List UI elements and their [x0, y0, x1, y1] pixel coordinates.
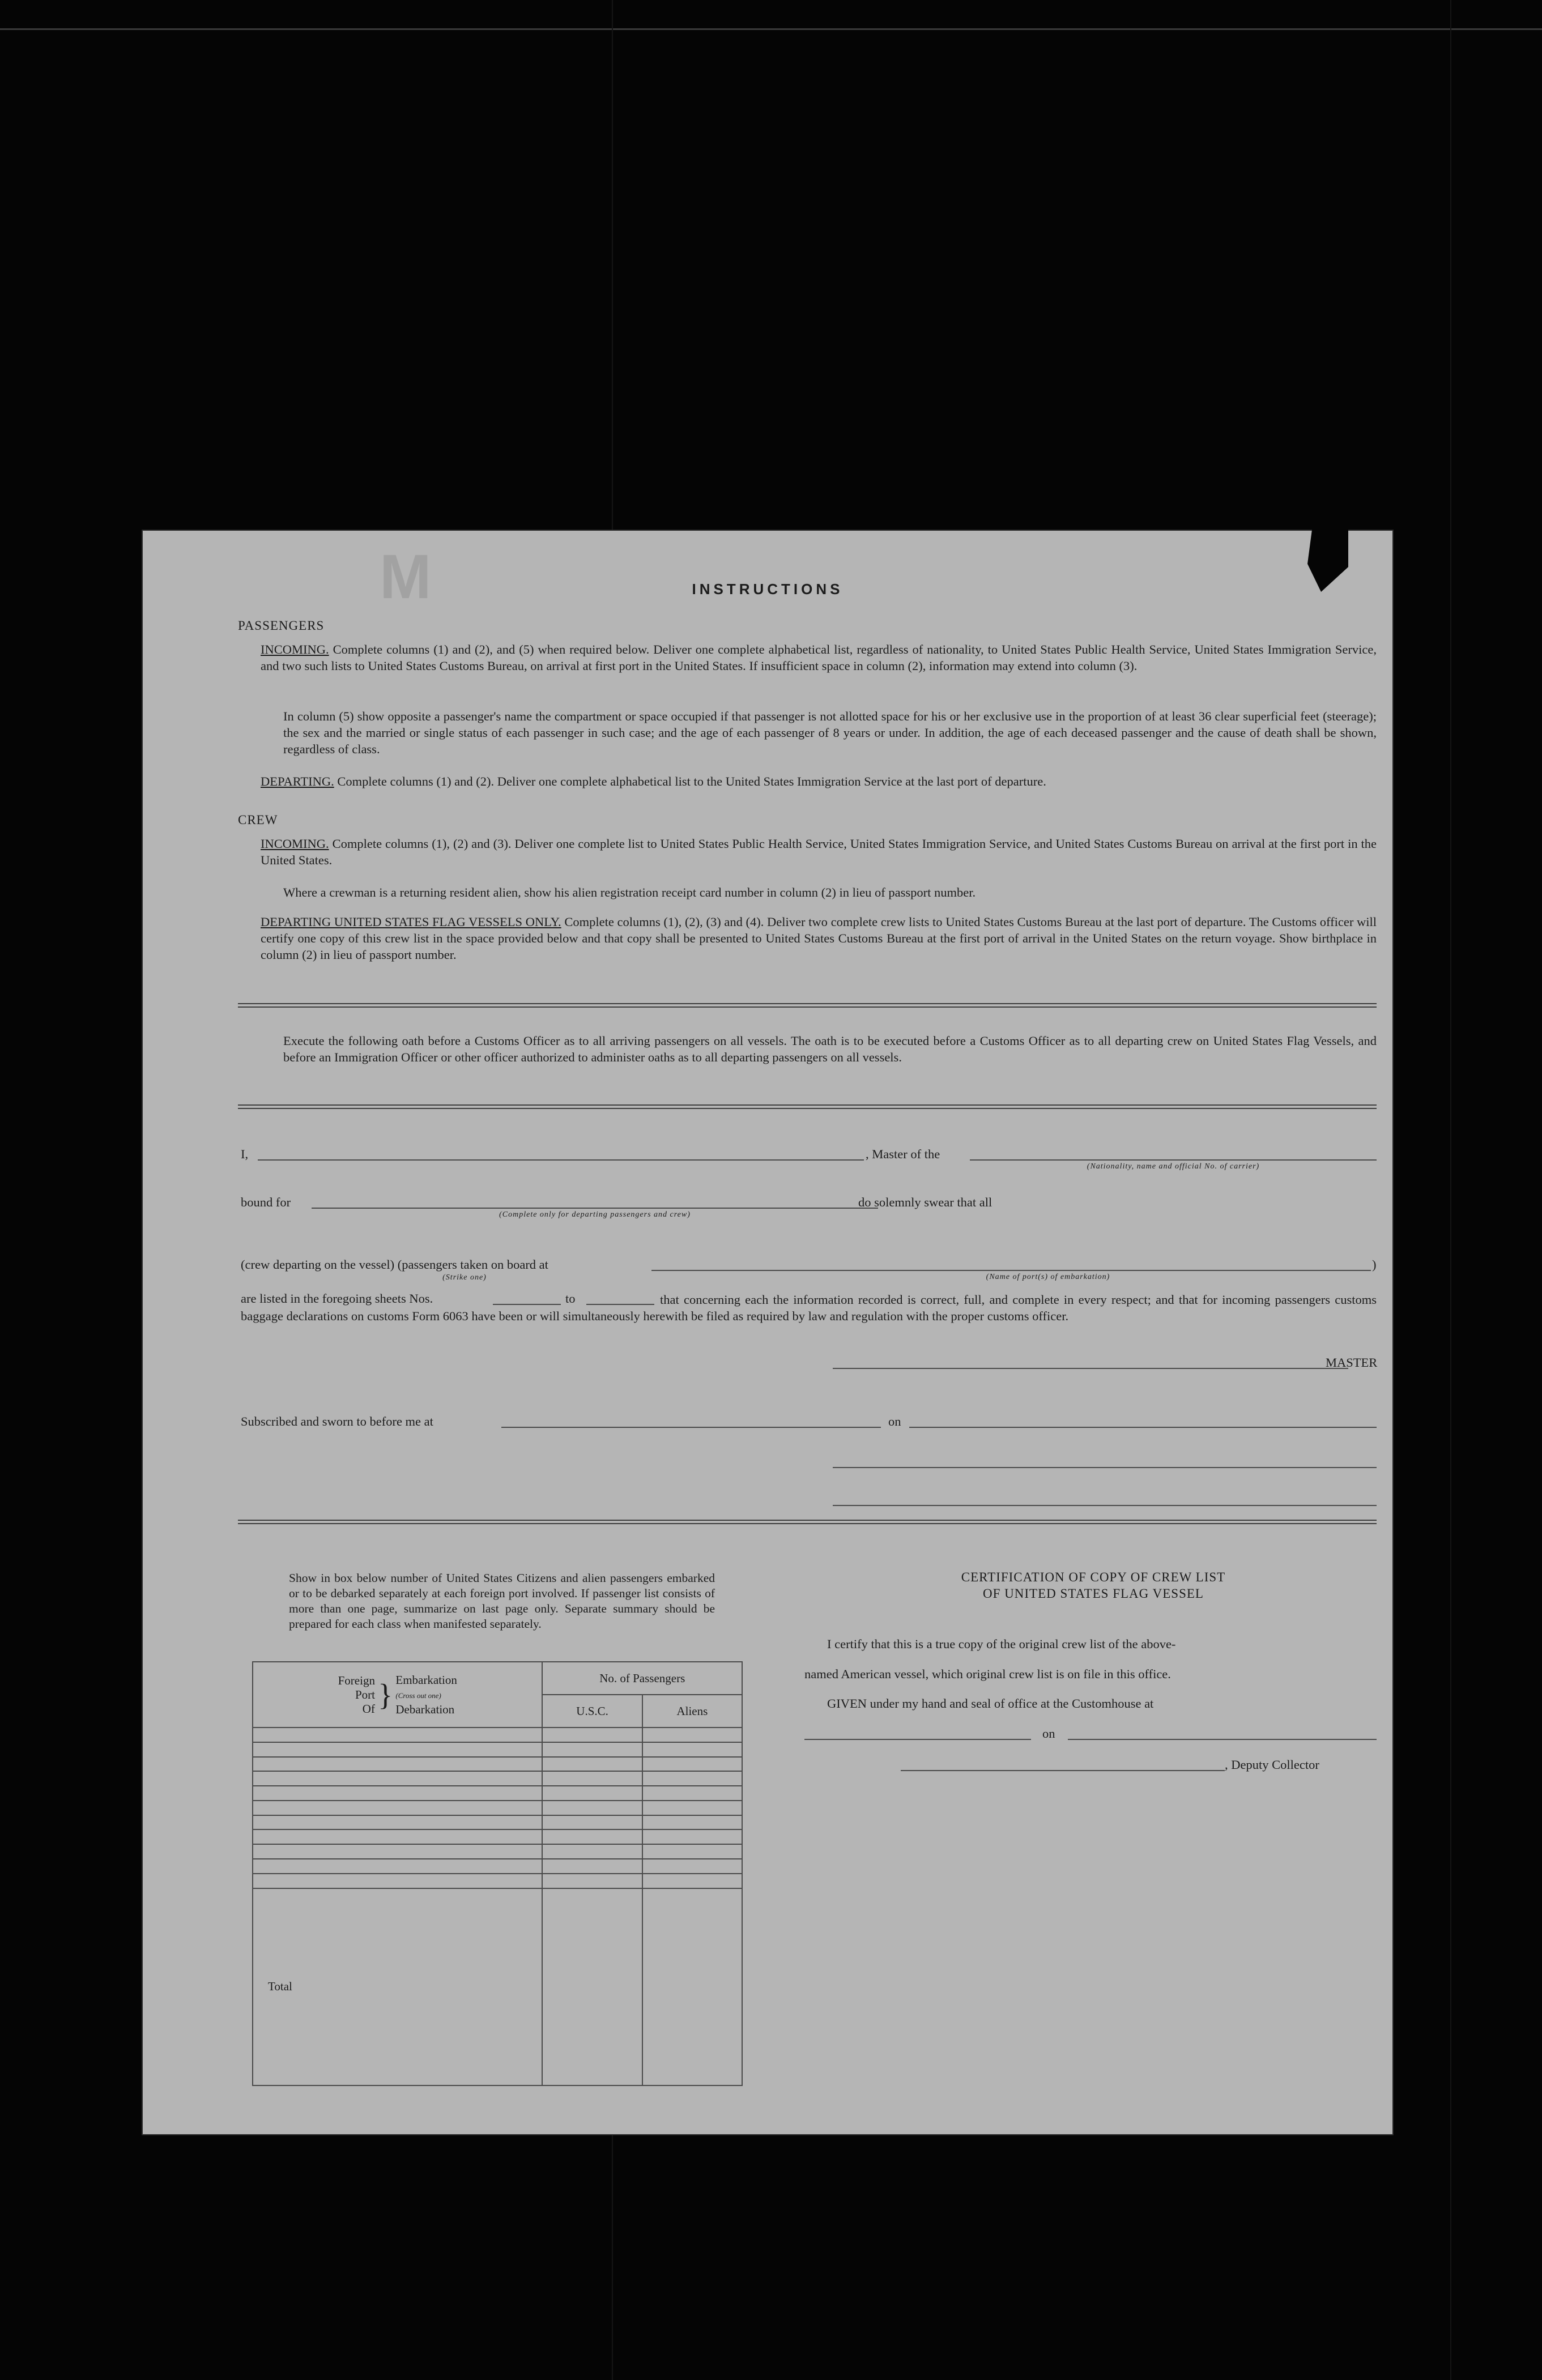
- cert-title-2: OF UNITED STATES FLAG VESSEL: [983, 1586, 1204, 1601]
- cert-line-1: I certify that this is a true copy of the original crew list of the above-: [827, 1637, 1176, 1651]
- summary-row[interactable]: [253, 1874, 742, 1888]
- cert-date-line[interactable]: [1068, 1739, 1377, 1740]
- col-port: Port: [355, 1687, 375, 1701]
- listed-text-2: that concerning each the information recorded is correct, full, and complete in every respect; and that for incoming passengers customs baggage declarations on customs Form 6063 have been or will simultaneously herewith be filed as required by law and regulation with the proper customs officer.: [241, 1293, 1377, 1323]
- certification-title: [810, 1569, 1377, 1602]
- crew-incoming-text: Complete columns (1), (2) and (3). Deliver one complete list to United States Public Health Service, United States Immigration Service, and United States Customs Bureau on arrival at the first port in the United States.: [261, 837, 1377, 867]
- crew-resident-para: Where a crewman is a returning resident alien, show his alien registration receipt card number in column (2) in lieu of passport number.: [283, 885, 976, 899]
- subscribed-date-line[interactable]: [909, 1427, 1377, 1428]
- col-no-passengers: No. of Passengers: [542, 1662, 742, 1695]
- strike-caption: (Strike one): [442, 1273, 487, 1282]
- flag-label: DEPARTING UNITED STATES FLAG VESSELS ONLY.: [261, 915, 561, 929]
- departing-label: DEPARTING.: [261, 774, 334, 788]
- divider: [238, 1523, 1377, 1524]
- subscribed-label: Subscribed and sworn to before me at: [241, 1414, 433, 1428]
- incoming-text: Complete columns (1) and (2), and (5) when required below. Deliver one complete alphabetical list, regardless of nationality, to United States Public Health Service, United States Immigration Service, and two such lists to United States Customs Bureau, on arrival at first port in the United States. If insufficient space in column (2), information may extend into column (3).: [261, 642, 1377, 673]
- listed-text-1: are listed in the foregoing sheets Nos.: [241, 1291, 433, 1306]
- col-usc: U.S.C.: [542, 1695, 642, 1728]
- total-label: Total: [253, 1888, 542, 2085]
- divider: [238, 1108, 1377, 1109]
- crew-incoming-para: [261, 835, 1377, 868]
- summary-total-row[interactable]: [253, 1888, 742, 2085]
- summary-instructions: Show in box below number of United States Citizens and alien passengers embarked or to be debarked separately at each foreign port involved. If passenger list consists of more than one page, summarize on last page only. Separate summary should be prepared for each class when manifested separately.: [289, 1571, 715, 1631]
- summary-row[interactable]: [253, 1829, 742, 1844]
- officer-title-line[interactable]: [833, 1505, 1377, 1506]
- cert-title-1: CERTIFICATION OF COPY OF CREW LIST: [961, 1570, 1226, 1584]
- column5-para: In column (5) show opposite a passenger's name the compartment or space occupied if that passenger is not allotted space for his or her exclusive use in the proportion of at least 36 clear superficial feet (steerage); the sex and the married or single status of each passenger in such case; and the age of each passenger of 8 years or under. In addition, the age of each deceased passenger and the cause of death shall be shown, regardless of class.: [283, 709, 1377, 756]
- passengers-incoming-para: [261, 641, 1377, 674]
- master-signature-line[interactable]: [833, 1368, 1348, 1369]
- cross-out-caption: (Cross out one): [395, 1691, 441, 1700]
- col-debarkation: Debarkation: [395, 1702, 455, 1716]
- document-page: [142, 530, 1394, 2135]
- summary-port-header: [253, 1662, 542, 1728]
- crew-incoming-label: INCOMING.: [261, 837, 329, 851]
- col-of: Of: [362, 1701, 375, 1716]
- passengers-heading: PASSENGERS: [238, 619, 325, 633]
- close-paren: ): [1372, 1257, 1377, 1272]
- summary-row[interactable]: [253, 1728, 742, 1742]
- bound-for-label: bound for: [241, 1195, 291, 1209]
- scan-top-line: [0, 28, 1542, 30]
- crew-departing-text: (crew departing on the vessel) (passengers taken on board at: [241, 1257, 548, 1272]
- col-aliens: Aliens: [642, 1695, 742, 1728]
- bound-for-line[interactable]: [312, 1208, 878, 1209]
- summary-row[interactable]: [253, 1786, 742, 1801]
- summary-row[interactable]: [253, 1742, 742, 1757]
- divider: [238, 1003, 1377, 1004]
- nationality-caption: (Nationality, name and official No. of carrier): [1087, 1162, 1260, 1171]
- cert-line-3: GIVEN under my hand and seal of office at the Customhouse at: [827, 1696, 1154, 1711]
- crew-flag-para: [261, 914, 1377, 963]
- master-name-line[interactable]: [258, 1159, 864, 1161]
- summary-row[interactable]: [253, 1815, 742, 1830]
- cert-on-label: on: [1042, 1726, 1055, 1741]
- page-title: INSTRUCTIONS: [692, 581, 844, 598]
- swear-text: do solemnly swear that all: [858, 1195, 992, 1209]
- departing-text: Complete columns (1) and (2). Deliver one complete alphabetical list to the United States Immigration Service at the last port of departure.: [337, 774, 1046, 788]
- scan-artifact-line: [1450, 0, 1451, 2380]
- col-embarkation: Embarkation: [395, 1673, 457, 1687]
- crew-heading: CREW: [238, 813, 278, 827]
- passenger-summary-table: [252, 1661, 743, 2086]
- embarkation-port-line[interactable]: [651, 1270, 1371, 1271]
- oath-intro: Execute the following oath before a Customs Officer as to all arriving passengers on all vessels. The oath is to be executed before a Customs Officer as to all departing crew on United States Flag Vessels, and before an Immigration Officer or other officer authorized to administer oaths as to all departing passengers on all vessels.: [283, 1034, 1377, 1064]
- master-label: MASTER: [1326, 1355, 1378, 1370]
- subscribed-on-label: on: [888, 1414, 901, 1428]
- oath-i-label: I,: [241, 1147, 249, 1161]
- subscribed-place-line[interactable]: [501, 1427, 881, 1428]
- master-of-label: , Master of the: [866, 1147, 940, 1161]
- summary-row[interactable]: [253, 1771, 742, 1786]
- port-caption: (Name of port(s) of embarkation): [986, 1273, 1110, 1281]
- summary-row[interactable]: [253, 1859, 742, 1874]
- officer-signature-line[interactable]: [833, 1467, 1377, 1468]
- incoming-label: INCOMING.: [261, 642, 329, 656]
- to-label: to: [565, 1291, 576, 1306]
- stamp-mark: M: [380, 542, 432, 612]
- summary-row[interactable]: [253, 1844, 742, 1859]
- deputy-label: , Deputy Collector: [1225, 1758, 1319, 1772]
- cert-line-2: named American vessel, which original crew list is on file in this office.: [804, 1667, 1171, 1681]
- divider: [238, 1520, 1377, 1521]
- divider: [238, 1006, 1377, 1008]
- summary-row[interactable]: [253, 1757, 742, 1772]
- brace-icon: }: [378, 1678, 393, 1712]
- col-foreign: Foreign: [338, 1673, 375, 1687]
- deputy-signature-line[interactable]: [901, 1770, 1225, 1771]
- carrier-line[interactable]: [970, 1159, 1377, 1161]
- summary-row[interactable]: [253, 1801, 742, 1815]
- complete-only-caption: (Complete only for departing passengers and crew): [499, 1210, 691, 1219]
- passengers-departing-para: [261, 773, 1377, 790]
- cert-place-line[interactable]: [804, 1739, 1031, 1740]
- divider: [238, 1104, 1377, 1106]
- flag-text: Complete columns (1), (2), (3) and (4). Deliver two complete crew lists to United States Customs Bureau at the last port of departure. The Customs officer will certify one copy of this crew list in the space provided below and that copy shall be presented to United States Customs Bureau at the first port of arrival in the United States on the return voyage. Show birthplace in column (2) in lieu of passport number.: [261, 915, 1377, 962]
